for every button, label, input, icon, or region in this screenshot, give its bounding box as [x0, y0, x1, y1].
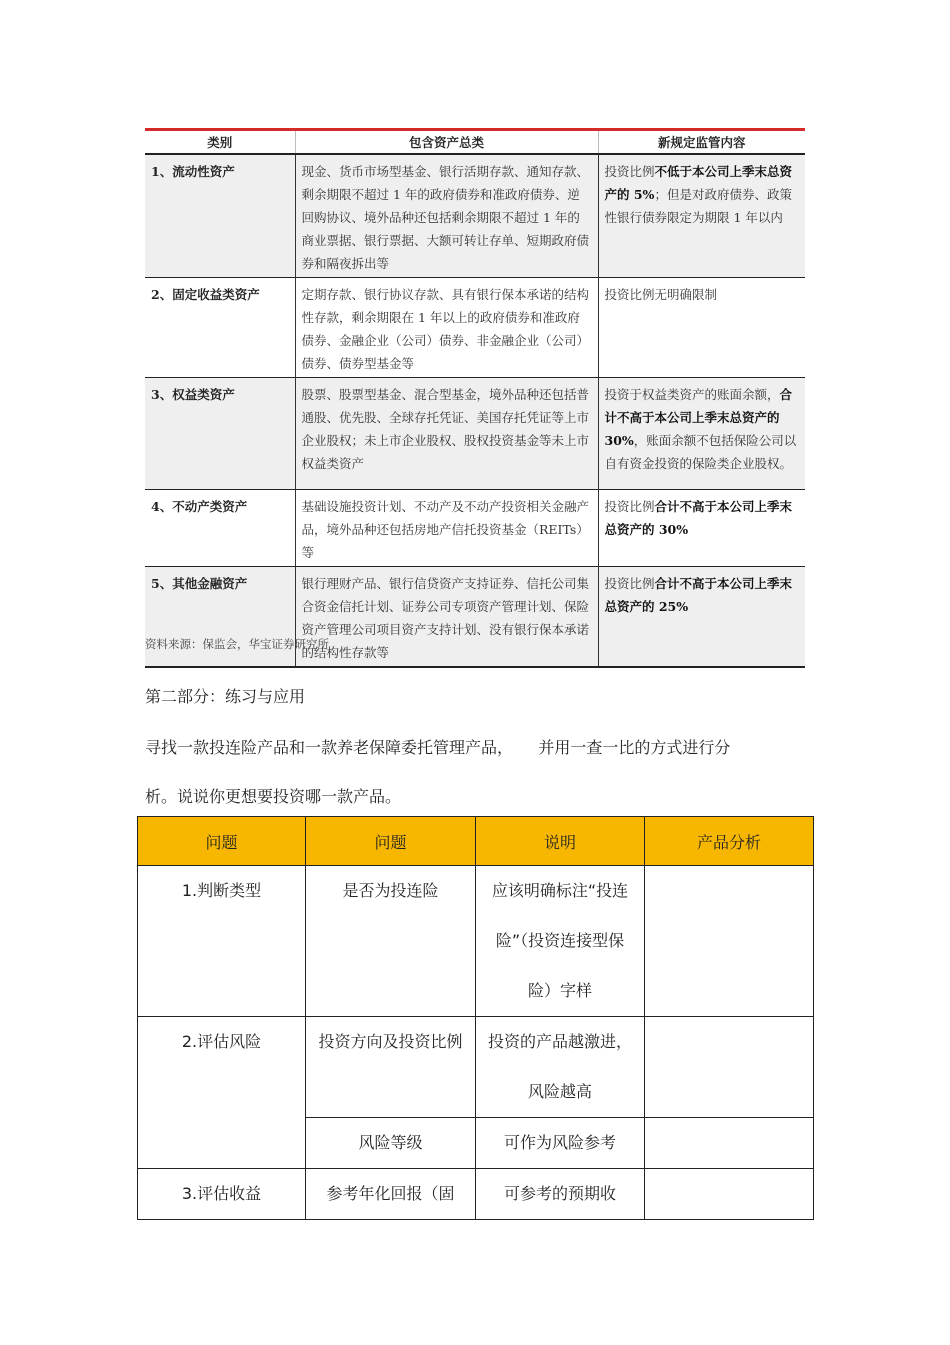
header-category: 类别	[145, 130, 295, 155]
product-analysis-cell[interactable]	[645, 1118, 814, 1169]
question-detail-cell: 风险等级	[306, 1118, 476, 1169]
table-row	[138, 866, 814, 1017]
regulation-cell	[598, 378, 805, 490]
assets-cell: 股票、股票型基金、混合型基金，境外品种还包括普通股、优先股、全球存托凭证、美国存托凭证等上市企业股权；未上市企业股权、股权投资基金等未上市权益类资产	[295, 378, 598, 490]
assets-cell: 基础设施投资计划、不动产及不动产投资相关金融产品，境外品种还包括房地产信托投资基金（REITs）等	[295, 490, 598, 567]
header-regulation: 新规定监管内容	[598, 130, 805, 155]
regulation-row	[145, 278, 805, 378]
assets-cell: 银行理财产品、银行信贷资产支持证券、信托公司集合资金信托计划、证券公司专项资产管理计划、保险资产管理公司项目资产支持计划、没有银行保本承诺的结构性存款等	[295, 567, 598, 668]
regulation-table	[145, 128, 805, 668]
regulation-figure	[145, 128, 805, 660]
table-row	[138, 1169, 814, 1220]
assets-cell: 现金、货币市场型基金、银行活期存款、通知存款、剩余期限不超过 1 年的政府债券和准政府债券、逆回购协议、境外品种还包括剩余期限不超过 1 年的商业票据、银行票据、大额可转让存单、短期政府债券和隔夜拆出等	[295, 154, 598, 278]
regulation-emphasis: 合计不高于本公司上季末总资产的 30%	[604, 499, 793, 537]
category-cell: 5、其他金融资产	[145, 567, 295, 668]
category-cell: 2、固定收益类资产	[145, 278, 295, 378]
regulation-emphasis: 不低于本公司上季末总资产的 5%	[604, 164, 793, 202]
regulation-cell	[598, 490, 805, 567]
question-cell: 1.判断类型	[138, 866, 306, 1017]
product-analysis-cell[interactable]	[645, 1017, 814, 1118]
regulation-emphasis: 合计不高于本公司上季末总资产的 30%	[604, 387, 793, 448]
regulation-text: 投资比例	[604, 499, 655, 514]
category-cell: 4、不动产类资产	[145, 490, 295, 567]
header-assets: 包含资产总类	[295, 130, 598, 155]
header-question: 问题	[138, 817, 306, 866]
category-cell: 1、流动性资产	[145, 154, 295, 278]
regulation-text: 投资比例无明确限制	[604, 287, 718, 302]
regulation-text: 投资比例	[604, 576, 655, 591]
regulation-emphasis: 合计不高于本公司上季末总资产的 25%	[604, 576, 793, 614]
question-detail-cell: 参考年化回报（固	[306, 1169, 476, 1220]
regulation-cell	[598, 567, 805, 668]
table-row	[138, 1017, 814, 1118]
assets-cell: 定期存款、银行协议存款、具有银行保本承诺的结构性存款，剩余期限在 1 年以上的政府债券和准政府债券、金融企业（公司）债券、非金融企业（公司）债券、债券型基金等	[295, 278, 598, 378]
question-detail-cell: 投资方向及投资比例	[306, 1017, 476, 1118]
task-paragraph-line: 析。说说你更想要投资哪一款产品。	[145, 787, 402, 806]
header-question-detail: 问题	[306, 817, 476, 866]
explanation-cell: 可作为风险参考	[476, 1118, 645, 1169]
category-cell: 3、权益类资产	[145, 378, 295, 490]
regulation-row	[145, 490, 805, 567]
explanation-cell: 应该明确标注“投连险”（投资连接型保险）字样	[476, 866, 645, 1017]
regulation-text: 投资于权益类资产的账面余额，	[604, 387, 780, 402]
header-explanation: 说明	[476, 817, 645, 866]
explanation-cell: 可参考的预期收	[476, 1169, 645, 1220]
question-detail-cell: 是否为投连险	[306, 866, 476, 1017]
question-cell: 3.评估收益	[138, 1169, 306, 1220]
explanation-cell: 投资的产品越激进，风险越高	[476, 1017, 645, 1118]
regulation-row	[145, 154, 805, 278]
question-cell: 2.评估风险	[138, 1017, 306, 1169]
analysis-table	[137, 816, 814, 1220]
task-paragraph-line: 寻找一款投连险产品和一款养老保障委托管理产品， 并用一查一比的方式进行分	[145, 738, 731, 757]
analysis-header-row	[138, 817, 814, 866]
header-product-analysis: 产品分析	[645, 817, 814, 866]
regulation-cell	[598, 154, 805, 278]
section-heading: 第二部分：练习与应用	[145, 687, 306, 706]
regulation-text: 投资比例	[604, 164, 655, 179]
regulation-header-row	[145, 130, 805, 155]
product-analysis-cell[interactable]	[645, 1169, 814, 1220]
regulation-text: ，账面余额不包括保险公司以自有资金投资的保险类企业股权。	[604, 433, 797, 471]
regulation-text: ；但是对政府债券、政策性银行债券限定为期限 1 年以内	[604, 187, 792, 225]
source-note: 资料来源：保监会，华宝证券研究所	[145, 637, 329, 651]
regulation-row	[145, 378, 805, 490]
product-analysis-cell[interactable]	[645, 866, 814, 1017]
regulation-cell	[598, 278, 805, 378]
